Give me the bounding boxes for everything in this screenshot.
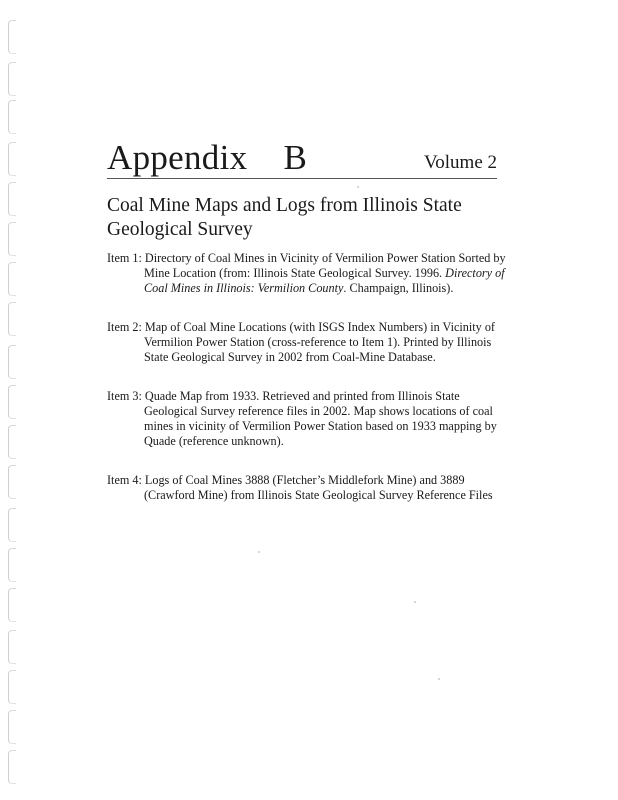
binder-ring (8, 425, 16, 459)
section-title (107, 194, 507, 242)
item-list (107, 251, 507, 527)
binder-ring (8, 508, 16, 542)
binder-ring (8, 670, 16, 704)
section-title-line: Coal Mine Maps and Logs from Illinois State (107, 195, 462, 216)
list-item: Item 4: Logs of Coal Mines 3888 (Fletcher’s Middlefork Mine) and 3889 (Crawford Mine) from Illinois State Geological Survey Reference Files (107, 473, 493, 502)
binder-ring (8, 142, 16, 176)
volume-label: Volume 2 (423, 152, 497, 173)
binder-ring (8, 750, 16, 784)
binder-ring (8, 630, 16, 664)
scan-speck (258, 551, 260, 553)
binder-ring (8, 262, 16, 296)
binder-holes (0, 0, 22, 800)
appendix-header (107, 138, 497, 179)
binder-ring (8, 548, 16, 582)
scan-speck (414, 601, 416, 603)
binder-ring (8, 100, 16, 134)
binder-ring (8, 222, 16, 256)
binder-ring (8, 345, 16, 379)
list-item: Item 2: Map of Coal Mine Locations (with ISGS Index Numbers) in Vicinity of Vermilion Power Station (cross-reference to Item 1). Printed by Illinois State Geological Survey in 2002 from Coal-Mine Database. (107, 320, 495, 364)
binder-ring (8, 465, 16, 499)
list-item: Item 1: Directory of Coal Mines in Vicinity of Vermilion Power Station Sorted by Mine Location (from: Illinois State Geological Survey. 1996. Directory of Coal Mines in Illinois: Vermilion County. Champaign, Illinois). (107, 251, 506, 295)
binder-ring (8, 62, 16, 96)
list-item: Item 3: Quade Map from 1933. Retrieved and printed from Illinois State Geological Survey reference files in 2002. Map shows locations of coal mines in vicinity of Vermilion Power Station based on 1933 mapping by Quade (reference unknown). (107, 389, 497, 448)
appendix-heading (107, 138, 307, 178)
scan-speck (357, 186, 359, 188)
appendix-letter: B (283, 138, 308, 177)
binder-ring (8, 385, 16, 419)
appendix-word: Appendix (107, 138, 248, 177)
binder-ring (8, 710, 16, 744)
binder-ring (8, 20, 16, 54)
scan-speck (438, 678, 440, 680)
binder-ring (8, 302, 16, 336)
binder-ring (8, 588, 16, 622)
section-title-line: Geological Survey (107, 219, 253, 240)
binder-ring (8, 182, 16, 216)
